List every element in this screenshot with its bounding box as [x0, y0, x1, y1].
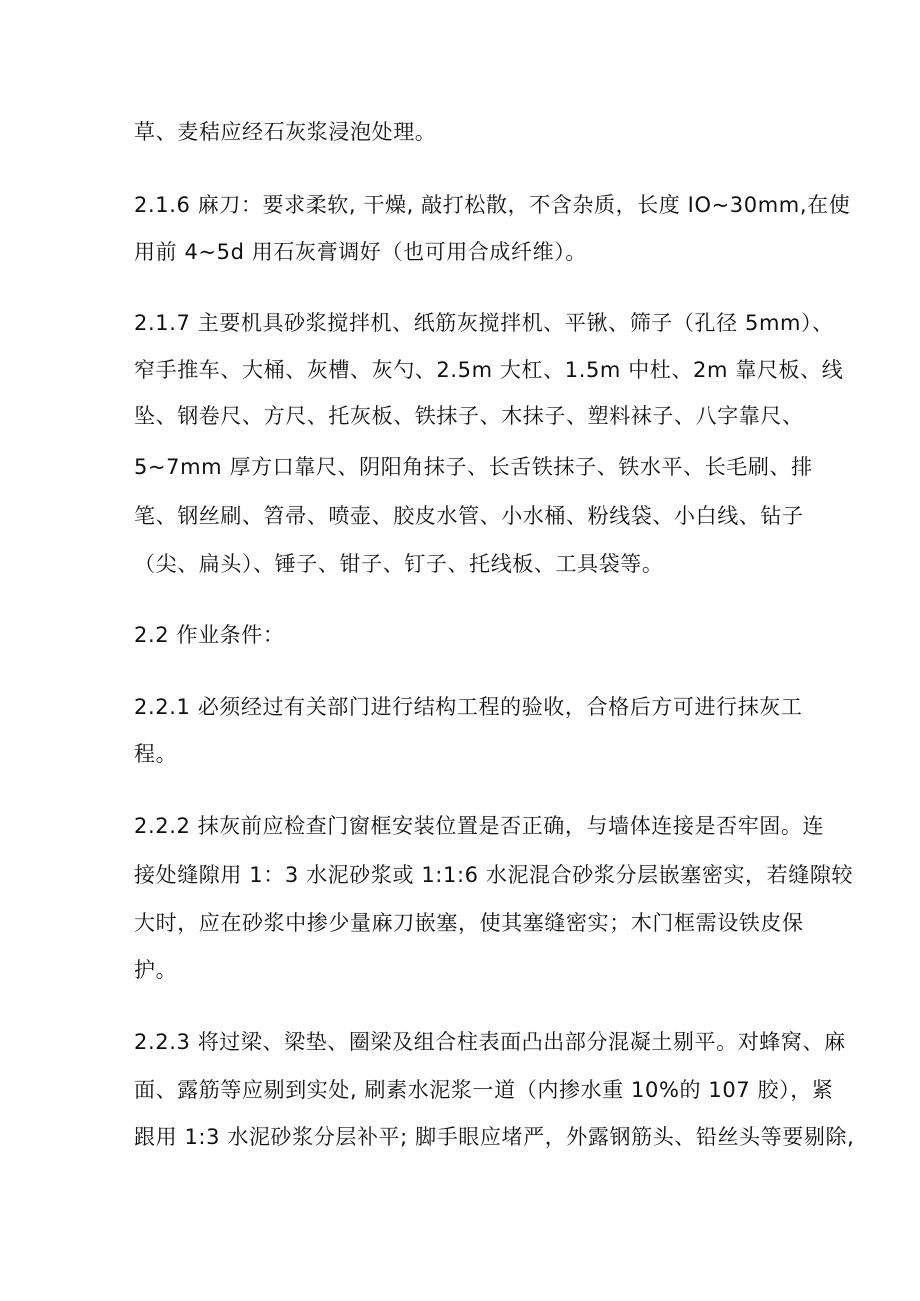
text-line: 2.2.3 将过梁、梁垫、圈梁及组合柱表面凸出部分混凝土剔平。对蜂窝、麻	[134, 1030, 846, 1054]
text-line: 程。	[134, 742, 178, 766]
text-line: 坠、钢卷尺、方尺、托灰板、铁抹子、木抹子、塑料袜子、八字靠尺、	[134, 404, 804, 428]
text-line: 2.2.2 抹灰前应检查门窗框安装位置是否正确，与墙体连接是否牢固。连	[134, 814, 825, 838]
text-line: 2.2.1 必须经过有关部门进行结构工程的验收，合格后方可进行抹灰工	[134, 695, 803, 719]
text-line: 用前 4~5d 用石灰膏调好（也可用合成纤维）。	[134, 240, 587, 264]
text-line: 5~7mm 厚方口靠尺、阴阳角抹子、长舌铁抹子、铁水平、长毛刷、排	[134, 455, 813, 479]
text-line: 笔、钢丝刷、笤帚、喷壶、胶皮水管、小水桶、粉线袋、小白线、钻子	[134, 504, 804, 528]
text-line: （尖、扁头）、锤子、钳子、钉子、托线板、工具袋等。	[134, 552, 664, 576]
text-line: 接处缝隙用 1：3 水泥砂浆或 1:1:6 水泥混合砂浆分层嵌塞密实，若缝隙较	[134, 863, 854, 887]
text-line: 窄手推车、大桶、灰槽、灰勺、2.5m 大杠、1.5m 中杜、2m 靠尺板、线	[134, 358, 844, 382]
text-line: 大时，应在砂浆中掺少量麻刀嵌塞，使其塞缝密实；木门框需设铁皮保	[134, 911, 804, 935]
text-line: 2.1.7 主要机具砂浆搅拌机、纸筋灰搅拌机、平锹、筛子（孔径 5mm）、	[134, 311, 834, 335]
text-line: 面、露筋等应剔到实处, 刷素水泥浆一道（内掺水重 10%的 107 胶），紧	[134, 1078, 834, 1102]
section-heading: 2.2 作业条件：	[134, 623, 285, 647]
text-line: 2.1.6 麻刀：要求柔软, 干燥, 敲打松散，不含杂质，长度 IO~30mm,在使	[134, 193, 851, 217]
text-line: 跟用 1:3 水泥砂浆分层补平; 脚手眼应堵严，外露钢筋头、铅丝头等要剔除,	[134, 1125, 855, 1149]
text-line: 护。	[134, 958, 178, 982]
text-line: 草、麦秸应经石灰浆浸泡处理。	[134, 120, 437, 144]
